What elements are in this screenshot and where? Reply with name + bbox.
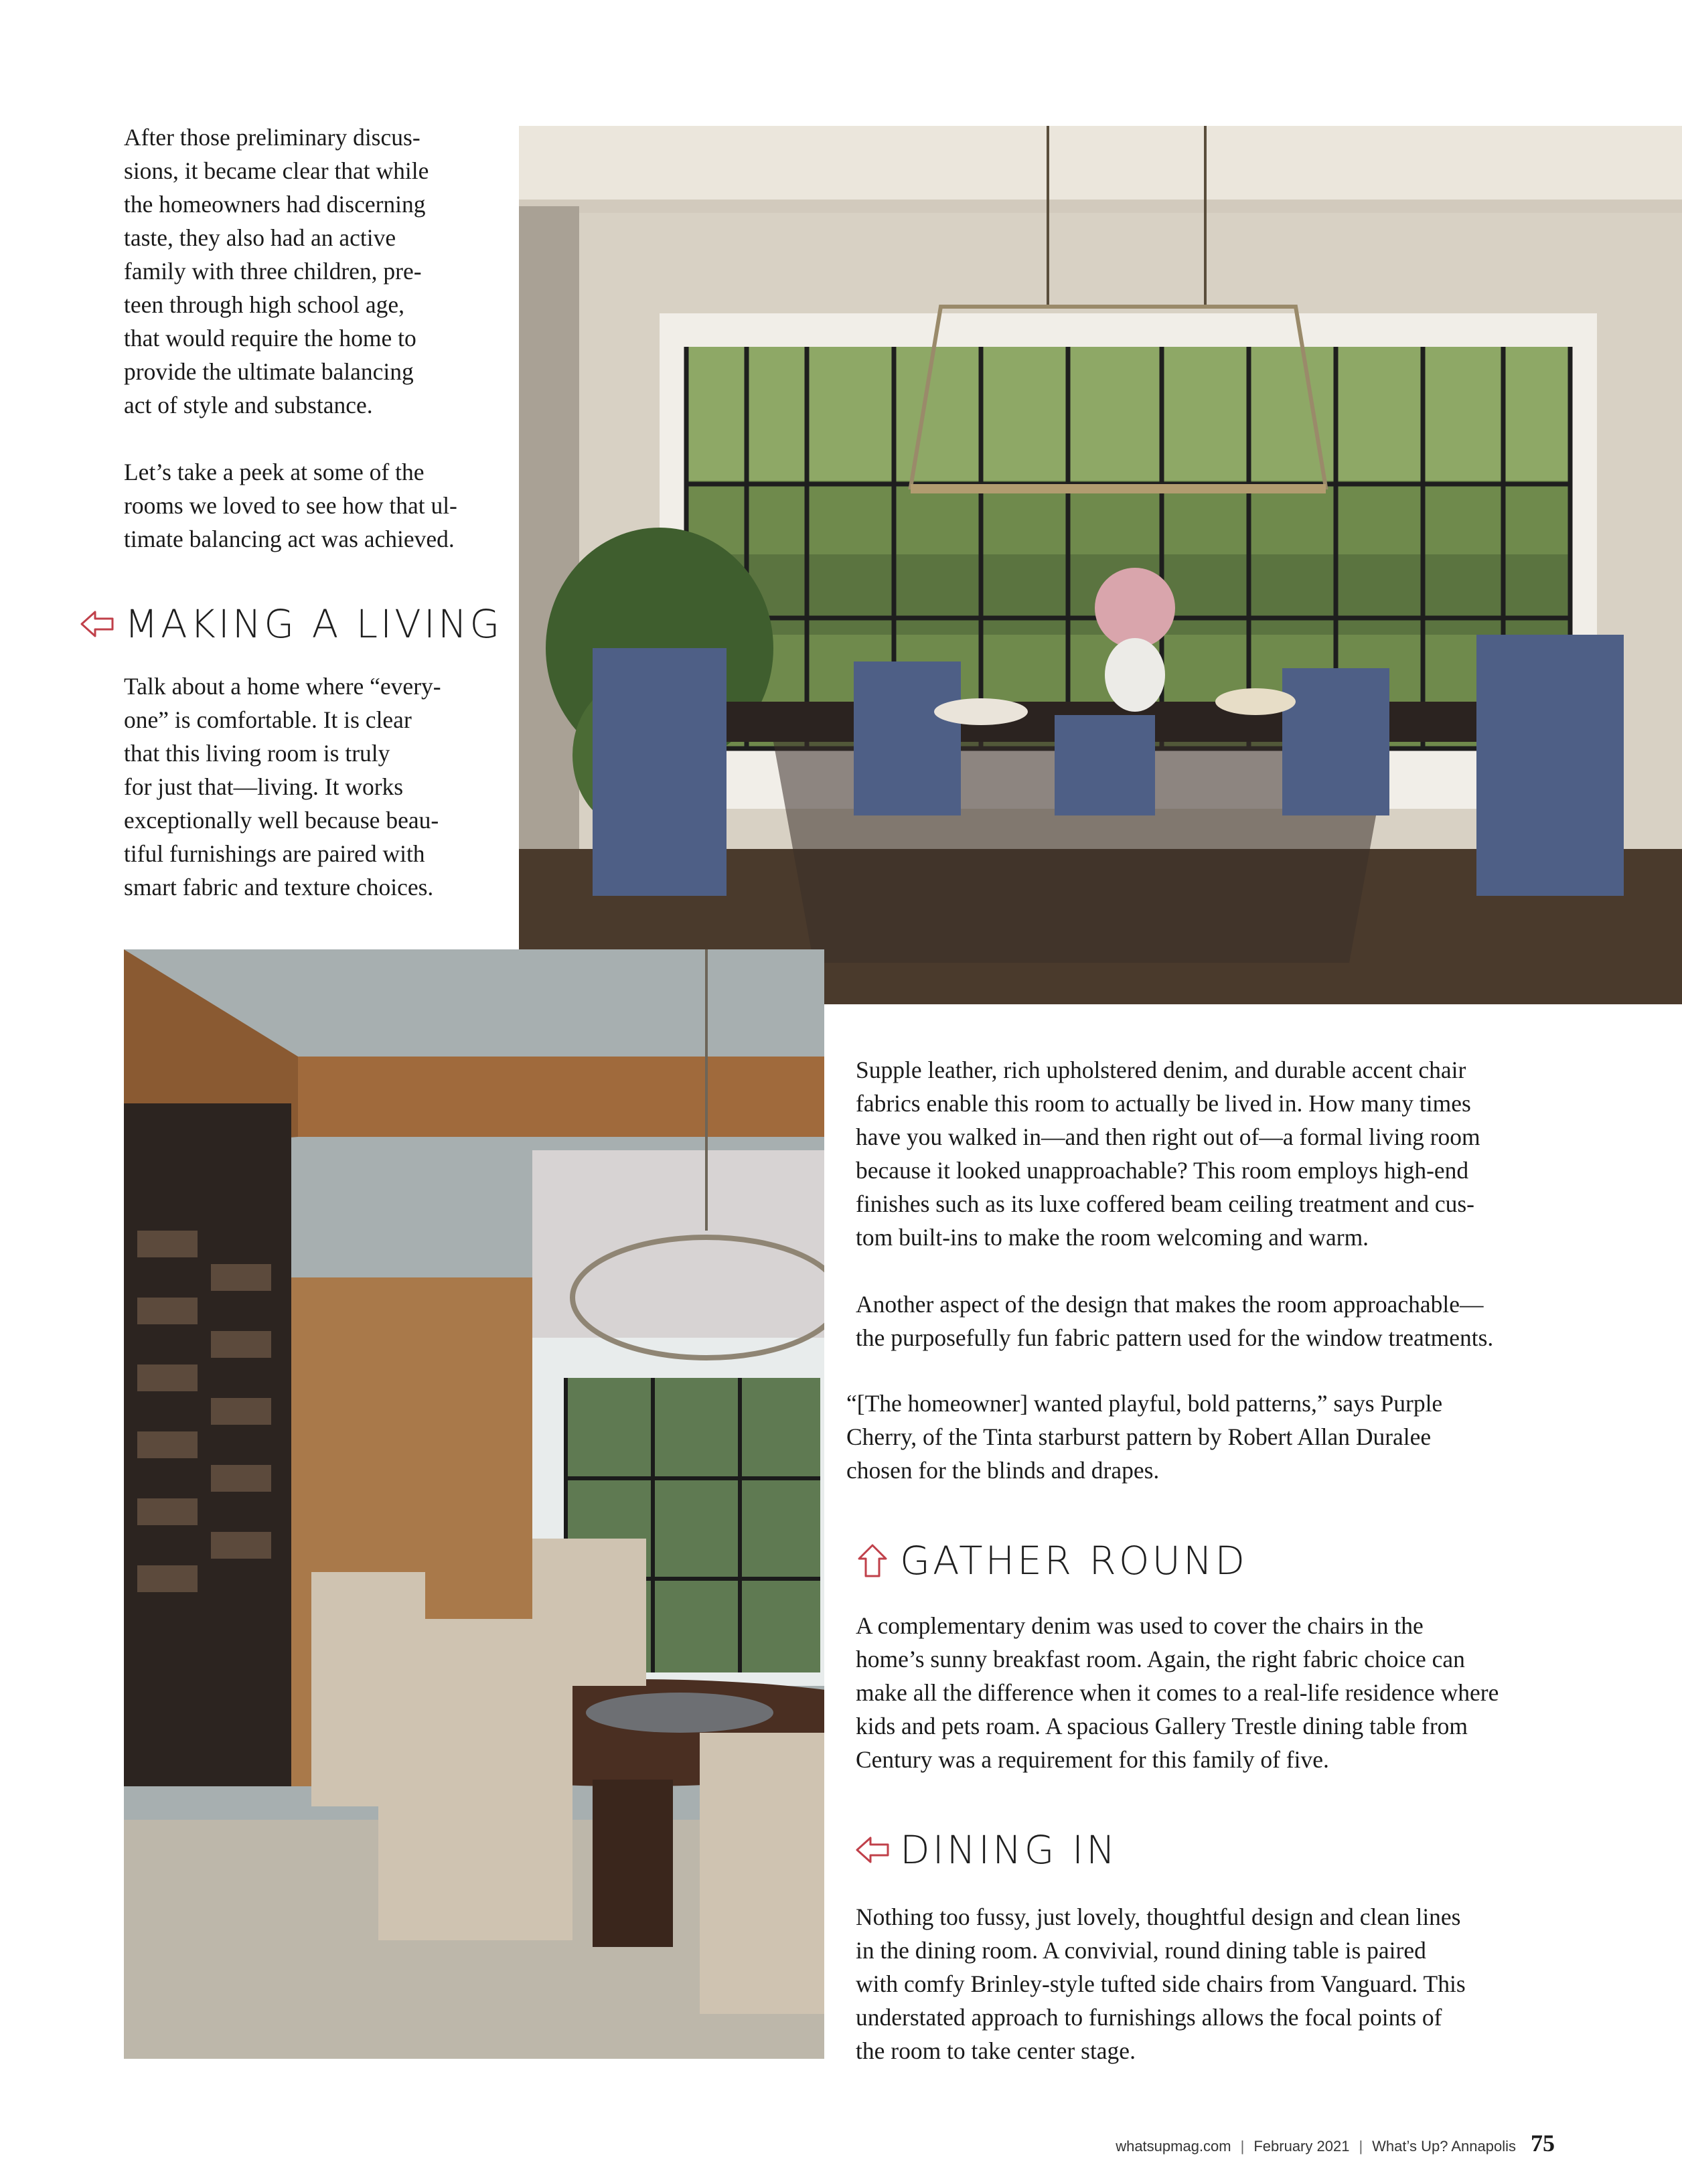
text-line: understated approach to furnishings allows the focal points of xyxy=(856,2004,1442,2031)
text-line: Another aspect of the design that makes the room approachable— xyxy=(856,1291,1484,1318)
gather-round-heading xyxy=(854,1538,1247,1583)
text-line: kids and pets roam. A spacious Gallery Trestle dining table from xyxy=(856,1713,1468,1739)
making-a-living-column-left xyxy=(124,670,499,904)
text-line: sions, it became clear that while xyxy=(124,157,429,184)
text-line: act of style and substance. xyxy=(124,392,373,418)
text-line: with comfy Brinley-style tufted side chairs from Vanguard. This xyxy=(856,1970,1466,1997)
breakfast-room-photo xyxy=(519,126,1682,1004)
dining-in-title: DINING IN xyxy=(900,1827,1118,1873)
text-line: finishes such as its luxe coffered beam ceiling treatment and cus- xyxy=(856,1190,1475,1217)
footer-publication: What’s Up? Annapolis xyxy=(1372,2138,1516,2155)
making-a-living-paragraph-1 xyxy=(124,670,499,904)
text-line: make all the difference when it comes to a real-life residence where xyxy=(856,1679,1499,1706)
text-line: After those preliminary discus- xyxy=(124,124,420,151)
intro-paragraph-2 xyxy=(124,455,499,556)
text-line: fabrics enable this room to actually be lived in. How many times xyxy=(856,1090,1471,1117)
text-line: tiful furnishings are paired with xyxy=(124,840,425,867)
text-line: provide the ultimate balancing xyxy=(124,358,414,385)
text-line: A complementary denim was used to cover the chairs in the xyxy=(856,1612,1424,1639)
making-a-living-heading xyxy=(79,601,502,647)
footer-issue: February 2021 xyxy=(1253,2138,1350,2155)
dining-in-paragraph xyxy=(856,1900,1619,2068)
making-a-living-title: MAKING A LIVING xyxy=(125,601,503,647)
dining-in-heading xyxy=(854,1827,1118,1873)
gather-round-paragraph xyxy=(856,1609,1619,1776)
text-line: Supple leather, rich upholstered denim, and durable accent chair xyxy=(856,1057,1466,1083)
dining-in-column xyxy=(856,1900,1619,2068)
text-line: that would require the home to xyxy=(124,325,416,352)
text-line: the homeowners had discerning xyxy=(124,191,426,218)
text-line: Nothing too fussy, just lovely, thoughtful design and clean lines xyxy=(856,1903,1461,1930)
text-line: taste, they also had an active xyxy=(124,224,396,251)
text-line: chosen for the blinds and drapes. xyxy=(846,1457,1160,1484)
text-line: in the dining room. A convivial, round dining table is paired xyxy=(856,1937,1426,1964)
text-line: that this living room is truly xyxy=(124,740,390,767)
text-line: Cherry, of the Tinta starburst pattern by Robert Allan Duralee xyxy=(846,1423,1432,1450)
dining-room-photo xyxy=(124,949,824,2059)
making-a-living-paragraph-2 xyxy=(856,1053,1619,1254)
text-line: tom built-ins to make the room welcoming and warm. xyxy=(856,1224,1369,1251)
text-line: Century was a requirement for this family of five. xyxy=(856,1746,1329,1773)
text-line: for just that—living. It works xyxy=(124,773,404,800)
text-line: the purposefully fun fabric pattern used for the window treatments. xyxy=(856,1324,1494,1351)
page-number: 75 xyxy=(1531,2130,1555,2157)
text-line: rooms we loved to see how that ul- xyxy=(124,492,457,519)
text-line: one” is comfortable. It is clear xyxy=(124,706,412,733)
making-a-living-quote xyxy=(846,1387,1619,1487)
right-column xyxy=(846,1053,1619,1487)
footer-separator-2: | xyxy=(1359,2138,1363,2155)
text-line: timate balancing act was achieved. xyxy=(124,526,455,552)
page-footer xyxy=(1116,2129,1555,2157)
text-line: Let’s take a peek at some of the xyxy=(124,459,425,485)
arrow-left-outline-icon xyxy=(79,606,115,642)
text-line: home’s sunny breakfast room. Again, the right fabric choice can xyxy=(856,1646,1465,1672)
footer-separator-1: | xyxy=(1240,2138,1245,2155)
text-line: because it looked unapproachable? This room employs high-end xyxy=(856,1157,1469,1184)
text-line: “[The homeowner] wanted playful, bold patterns,” says Purple xyxy=(846,1390,1443,1417)
text-line: have you walked in—and then right out of—a formal living room xyxy=(856,1123,1480,1150)
intro-column xyxy=(124,121,499,556)
gather-round-column xyxy=(856,1609,1619,1776)
text-line: teen through high school age, xyxy=(124,291,404,318)
making-a-living-paragraph-3 xyxy=(856,1288,1619,1354)
intro-paragraph-1 xyxy=(124,121,499,422)
arrow-left-outline-icon xyxy=(854,1832,891,1868)
text-line: smart fabric and texture choices. xyxy=(124,874,434,901)
text-line: Talk about a home where “every- xyxy=(124,673,441,700)
text-line: exceptionally well because beau- xyxy=(124,807,439,834)
footer-site: whatsupmag.com xyxy=(1116,2138,1231,2155)
text-line: the room to take center stage. xyxy=(856,2037,1136,2064)
gather-round-title: GATHER ROUND xyxy=(900,1538,1247,1583)
text-line: family with three children, pre- xyxy=(124,258,422,285)
arrow-up-outline-icon xyxy=(854,1543,891,1579)
